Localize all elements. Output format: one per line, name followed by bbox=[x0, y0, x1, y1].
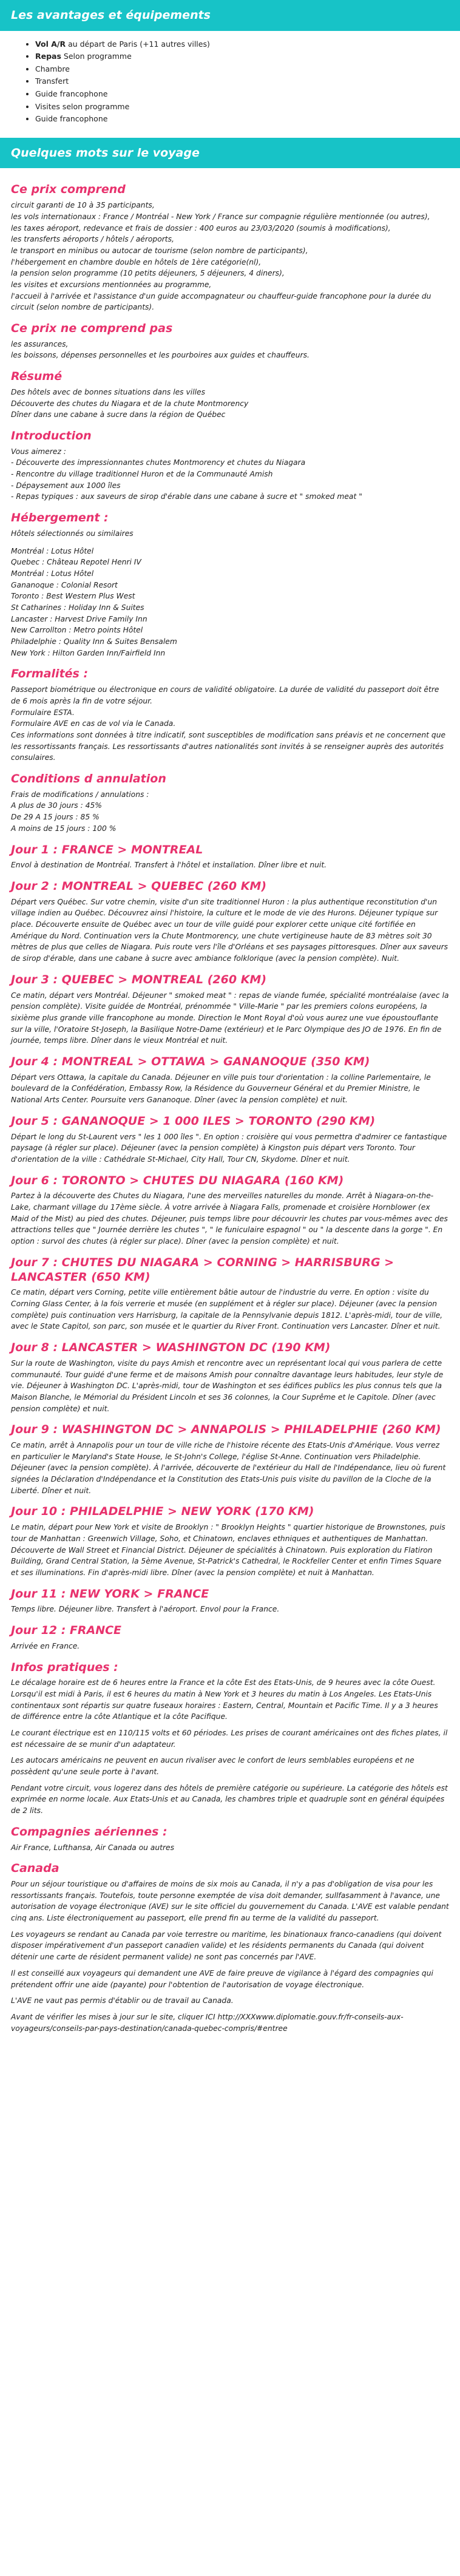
advantage-item bbox=[35, 101, 449, 114]
advantage-item bbox=[35, 50, 449, 63]
section-line: Montréal : Lotus Hôtel bbox=[11, 546, 94, 555]
day-heading: Jour 3 : QUEBEC > MONTREAL (260 KM) bbox=[11, 972, 267, 986]
airlines-text: Air France, Lufthansa, Air Canada ou autres bbox=[11, 1843, 174, 1852]
section-line: circuit garanti de 10 à 35 participants, bbox=[11, 201, 155, 210]
advantage-text: Selon programme bbox=[61, 52, 132, 61]
day-text: Ce matin, départ vers Corning, petite ville entièrement bâtie autour de l'industrie du verre. En option : visite du Corning Glass Center, à la fois verrerie et musée (en supplément et à régler sur place). Déjeuner (avec la pension complète) puis continuation vers Harrisburg, la capitale de la Pennsylvanie depuis 1812. L'après-midi, tour de ville, avec le State Capitol, son parc, son musée et le quartier du River Front. Continuation vers Lancaster. Dîner et nuit. bbox=[11, 1288, 443, 1331]
advantage-text: Transfert bbox=[35, 76, 69, 86]
advantage-text: au départ de Paris (+11 autres villes) bbox=[66, 39, 210, 49]
section-line: le transport en minibus ou autocar de tourisme (selon nombre de participants), bbox=[11, 246, 308, 255]
section-line: Gananoque : Colonial Resort bbox=[11, 580, 118, 589]
section-line: Vous aimerez : bbox=[11, 447, 66, 456]
day-heading: Jour 10 : PHILADELPHIE > NEW YORK (170 KM) bbox=[11, 1505, 314, 1519]
section-line: Lancaster : Harvest Drive Family Inn bbox=[11, 614, 147, 623]
section-line: les taxes aéroport, redevance et frais de dossier : 400 euros au 23/03/2020 (soumis à modifications), bbox=[11, 223, 391, 232]
info-title: Quelques mots sur le voyage bbox=[0, 138, 460, 169]
day-text: Envol à destination de Montréal. Transfert à l'hôtel et installation. Dîner libre et nuit. bbox=[11, 861, 327, 870]
section-line: Philadelphie : Quality Inn & Suites Bensalem bbox=[11, 637, 177, 646]
day-text: Départ vers Ottawa, la capitale du Canada. Déjeuner en ville puis tour d'orientation : la colline Parlementaire, le boulevard de la Confédération, Embassy Row, la Résidence du Gouverneur Général et du Premier Ministre, le National Arts Center. Poursuite vers Gananoque. Dîner (avec la pension complète) et nuit. bbox=[11, 1073, 431, 1105]
advantage-item bbox=[35, 88, 449, 101]
day-text: Départ vers Québec. Sur votre chemin, visite d'un site traditionnel Huron : la plus authentique reconstitution d'un village indien au Québec. Découvrez ainsi l'histoire, la culture et le mode de vie des Hurons. Déjeuner typique sur place. Découverte ensuite de Québec avec un tour de ville guidé pour explorer cette unique cité fortifiée en Amérique du Nord. Continuation vers la Chute Montmorency, une chute vertigineuse haute de 83 mètres soit 30 mètres de plus que celles de Niagara. Puis route vers l'île d'Orléans et ses paysages pittoresques. Dîner aux saveurs de sirop d'érable, dans une cabane à sucre avec ambiance folklorique (avec la pension complète). Nuit. bbox=[11, 897, 448, 963]
advantages-list bbox=[0, 31, 460, 138]
section-heading: Conditions d annulation bbox=[11, 772, 166, 785]
day-heading: Jour 11 : NEW YORK > FRANCE bbox=[11, 1587, 209, 1601]
day-text: Départ le long du St-Laurent vers " les 1 000 îles ". En option : croisière qui vous permettra d'admirer ce fantastique paysage (à régler sur place). Déjeuner (avec la pension complète) à Kingston puis départ vers Toronto. Tour d'orientation de la ville : Cathédrale St-Michael, City Hall, Tour CN, Skydome. Dîner et nuit. bbox=[11, 1132, 447, 1164]
canada-para: Pour un séjour touristique ou d'affaires de moins de six mois au Canada, il n'y a pas d'obligation de visa pour les ressortissants français. Toutefois, toute personne exemptée de visa doit demander, sullfasamment à l'avance, une autorisation de voyage électronique (AVE) sur le site officiel du gouvernement du Canada. L'AVE est valable pendant cinq ans. Liste électroniquement au passeport, elle prend fin au terme de la validité du passeport. bbox=[11, 1880, 449, 1923]
section-heading: Hébergement : bbox=[11, 511, 109, 525]
day-heading: Jour 5 : GANANOQUE > 1 000 ILES > TORONTO (290 KM) bbox=[11, 1114, 376, 1128]
advantage-item bbox=[35, 38, 449, 51]
day-heading: Jour 7 : CHUTES DU NIAGARA > CORNING > HARRISBURG > LANCASTER (650 KM) bbox=[11, 1255, 394, 1284]
section-line: - Repas typiques : aux saveurs de sirop d'érable dans une cabane à sucre et " smoked meat " bbox=[11, 492, 362, 501]
advantage-text: Guide francophone bbox=[35, 89, 108, 98]
advantage-item bbox=[35, 113, 449, 126]
day-heading: Jour 6 : TORONTO > CHUTES DU NIAGARA (160 KM) bbox=[11, 1173, 344, 1187]
day-heading: Jour 12 : FRANCE bbox=[11, 1624, 122, 1638]
day-heading: Jour 4 : MONTREAL > OTTAWA > GANANOQUE (350 KM) bbox=[11, 1055, 370, 1068]
section-line: Hôtels sélectionnés ou similaires bbox=[11, 529, 134, 538]
section-heading: Résumé bbox=[11, 370, 63, 384]
infos-para: Le décalage horaire est de 6 heures entre la France et la côte Est des Etats-Unis, de 9 heures avec la côte Ouest. Lorsqu'il est midi à Paris, il est 6 heures du matin à New York et 3 heures du matin à Los Angeles. Les Etats-Unis continentaux sont répartis sur quatre fuseaux horaires : Eastern, Central, Mountain et Pacific Time. Il y a 3 heures de différence entre la côte Atlantique et la côte Pacifique. bbox=[11, 1678, 438, 1721]
advantage-text: Visites selon programme bbox=[35, 101, 130, 111]
section-line: Passeport biométrique ou électronique en cours de validité obligatoire. La durée de validité du passeport doit être de 6 mois après la fin de votre séjour. bbox=[11, 685, 439, 705]
advantage-text: Guide francophone bbox=[35, 114, 108, 124]
info-content bbox=[0, 168, 460, 2034]
day-heading: Jour 2 : MONTREAL > QUEBEC (260 KM) bbox=[11, 879, 267, 893]
section-line: A moins de 15 jours : 100 % bbox=[11, 824, 117, 833]
advantage-text: Chambre bbox=[35, 64, 70, 73]
section-heading: Ce prix ne comprend pas bbox=[11, 322, 173, 335]
day-text: Temps libre. Déjeuner libre. Transfert à l'aéroport. Envol pour la France. bbox=[11, 1605, 280, 1614]
canada-heading: Canada bbox=[11, 1862, 59, 1876]
airlines-heading: Compagnies aériennes : bbox=[11, 1825, 167, 1839]
day-text: Ce matin, départ vers Montréal. Déjeuner " smoked meat " : repas de viande fumée, spécialité montréalaise (avec la pension complète). Visite guidée de Montréal, prénommée " Ville-Marie " par les premiers colons européens, la sixième plus grande ville francophone au monde. Direction le Mont Royal d'où vous aurez une vue époustouflante sur la ville, l'Oratoire St-Joseph, la Basilique Notre-Dame (extérieur) et le Parc Olympique des JO de 1976. En fin de journée, temps libre. Dîner dans le vieux Montréal et nuit. bbox=[11, 991, 449, 1045]
section-line: les transferts aéroports / hôtels / aéroports, bbox=[11, 235, 174, 244]
section-line: Découverte des chutes du Niagara et de la chute Montmorency bbox=[11, 399, 249, 408]
day-text: Partez à la découverte des Chutes du Niagara, l'une des merveilles naturelles du monde. Arrêt à Niagara-on-the-Lake, charmant village du 17ème siècle. À votre arrivée à Niagara Falls, promenade et croisière Hornblower (ex Maid of the Mist) au pied des chutes. Déjeuner, puis temps libre pour découvrir les chutes par vous-mêmes avec des attractions telles que " Journée derrière les chutes ", " le funiculaire espagnol " ou " la descente dans la gorge ". En option : survol des chutes (à régler sur place). Dîner (avec la pension complète) et nuit. bbox=[11, 1191, 448, 1246]
section-line: - Découverte des impressionnantes chutes Montmorency et chutes du Niagara bbox=[11, 458, 306, 467]
infos-heading: Infos pratiques : bbox=[11, 1660, 118, 1674]
section-line: A plus de 30 jours : 45% bbox=[11, 801, 102, 810]
infos-para: Les autocars américains ne peuvent en aucun rivaliser avec le confort de leurs semblables européens et ne possèdent qu'une seule porte à l'avant. bbox=[11, 1756, 414, 1777]
infos-para: Pendant votre circuit, vous logerez dans des hôtels de première catégorie ou supérieure. La catégorie des hôtels est exprimée en norme locale. Aux Etats-Unis et au Canada, les chambres triple et quadruple sont en général équipées de 2 lits. bbox=[11, 1783, 448, 1815]
day-heading: Jour 1 : FRANCE > MONTREAL bbox=[11, 842, 203, 856]
section-heading: Introduction bbox=[11, 429, 92, 442]
infos-para: Le courant électrique est en 110/115 volts et 60 périodes. Les prises de courant américaines ont des fiches plates, il est nécessaire de se munir d'un adaptateur. bbox=[11, 1729, 448, 1749]
section-line: Formulaire ESTA. bbox=[11, 708, 75, 717]
section-line: New York : Hilton Garden Inn/Fairfield Inn bbox=[11, 648, 166, 657]
canada-para: Il est conseillé aux voyageurs qui demandent une AVE de faire preuve de vigilance à l'égard des compagnies qui prétendent offrir une aide (payante) pour l'obtention de l'autorisation de voyage électronique. bbox=[11, 1968, 433, 1989]
spacer bbox=[11, 540, 449, 546]
section-line: les boissons, dépenses personnelles et les pourboires aux guides et chauffeurs. bbox=[11, 351, 309, 360]
section-line: Toronto : Best Western Plus West bbox=[11, 592, 135, 601]
section-line: les visites et excursions mentionnées au programme, bbox=[11, 280, 212, 289]
day-heading: Jour 9 : WASHINGTON DC > ANNAPOLIS > PHILADELPHIE (260 KM) bbox=[11, 1423, 441, 1437]
day-text: Ce matin, arrêt à Annapolis pour un tour de ville riche de l'histoire récente des Etats-Unis d'Amérique. Vous verrez en particulier le Maryland's State House, le St-John's College, l'église St-Anne. Continuation vers Philadelphie. Déjeuner (avec la pension complète). À l'arrivée, découverte de l'extérieur du Hall de l'Indépendance, lieu où furent signées la Déclaration d'Indépendance et la Constitution des Etats-Unis puis visite du pavillon de la Cloche de la Liberté. Dîner et nuit. bbox=[11, 1441, 446, 1495]
section-line: l'accueil à l'arrivée et l'assistance d'un guide accompagnateur ou chauffeur-guide francophone pour la durée du circuit (selon nombre de participants). bbox=[11, 291, 431, 312]
section-line: les vols internationaux : France / Montréal - New York / France sur compagnie régulière mentionnée (ou autres), bbox=[11, 212, 430, 221]
section-line: Frais de modifications / annulations : bbox=[11, 790, 149, 799]
section-line: l'hébergement en chambre double en hôtels de 1ère catégorie(nl), bbox=[11, 257, 262, 266]
section-line: Quebec : Château Repotel Henri IV bbox=[11, 558, 141, 567]
day-text: Le matin, départ pour New York et visite de Brooklyn : " Brooklyn Heights " quartier historique de Brownstones, puis tour de Manhattan : Greenwich Village, Soho, et Chinatown, enclaves ethniques et authentiques de Manhattan. Découverte de Wall Street et Financial District. Déjeuner de spécialités à Chinatown. Puis exploration du Flatiron Building, Grand Central Station, la 5ème Avenue, St-Patrick's Cathedral, le Rockfeller Center et enfin Times Square et ses illuminations. Fin d'après-midi libre. Dîner (avec la pension complète) et nuit à Manhattan. bbox=[11, 1523, 445, 1577]
advantage-item bbox=[35, 63, 449, 76]
canada-para: Avant de vérifier les mises à jour sur le site, cliquer ICI http://XXXwww.diplomatie.gouv.fr/fr-conseils-aux-voyageurs/conseils-par-pays-destination/canada-quebec-compris/#entree bbox=[11, 2012, 404, 2033]
section-line: Ces informations sont données à titre indicatif, sont susceptibles de modification sans préavis et ne concernent que les ressortissants français. Les ressortissants d'autres nationalités sont invités à se renseigner auprès des autorités consulaires. bbox=[11, 730, 446, 762]
day-text: Arrivée en France. bbox=[11, 1641, 80, 1650]
section-line: Formulaire AVE en cas de vol via le Canada. bbox=[11, 719, 176, 728]
advantage-item bbox=[35, 75, 449, 88]
section-line: New Carrollton : Metro points Hôtel bbox=[11, 626, 143, 635]
section-heading: Ce prix comprend bbox=[11, 183, 126, 197]
section-line: Des hôtels avec de bonnes situations dans les villes bbox=[11, 387, 206, 396]
section-line: De 29 A 15 jours : 85 % bbox=[11, 813, 100, 822]
section-line: St Catharines : Holiday Inn & Suites bbox=[11, 603, 144, 612]
section-line: - Dépaysement aux 1000 îles bbox=[11, 481, 121, 490]
day-heading: Jour 8 : LANCASTER > WASHINGTON DC (190 KM) bbox=[11, 1341, 331, 1355]
canada-para: L'AVE ne vaut pas permis d'établir ou de travail au Canada. bbox=[11, 1996, 234, 2005]
advantage-bold: Vol A/R bbox=[35, 39, 66, 49]
section-line: les assurances, bbox=[11, 339, 69, 348]
advantage-bold: Repas bbox=[35, 52, 61, 61]
day-text: Sur la route de Washington, visite du pays Amish et rencontre avec un représentant local qui vous parlera de cette communauté. Tour guidé d'une ferme et de maisons Amish pour connaître davantage leurs habitudes, leur style de vie. Déjeuner à Washington DC. L'après-midi, tour de Washington et ses édifices publics les plus connus tels que la Maison Blanche, le Mémorial du Président Lincoln et ses 36 colonnes, la Cour Suprême et le Capitole. Dîner (avec pension complète) et nuit. bbox=[11, 1358, 444, 1413]
advantages-title: Les avantages et équipements bbox=[0, 0, 460, 31]
section-line: Dîner dans une cabane à sucre dans la région de Québec bbox=[11, 410, 226, 419]
section-line: la pension selon programme (10 petits déjeuners, 5 déjeuners, 4 diners), bbox=[11, 269, 285, 278]
section-heading: Formalités : bbox=[11, 667, 89, 681]
section-line: Montréal : Lotus Hôtel bbox=[11, 569, 94, 578]
canada-para: Les voyageurs se rendant au Canada par voie terrestre ou maritime, les binationaux franco-canadiens (qui doivent disposer impérativement d'un passeport canadien valide) et les résidents permanents du Canada (qui doivent détenir une carte de résident permanent valide) ne sont pas concernés par l'AVE. bbox=[11, 1930, 442, 1962]
section-line: - Rencontre du village traditionnel Huron et de la Communauté Amish bbox=[11, 470, 273, 479]
